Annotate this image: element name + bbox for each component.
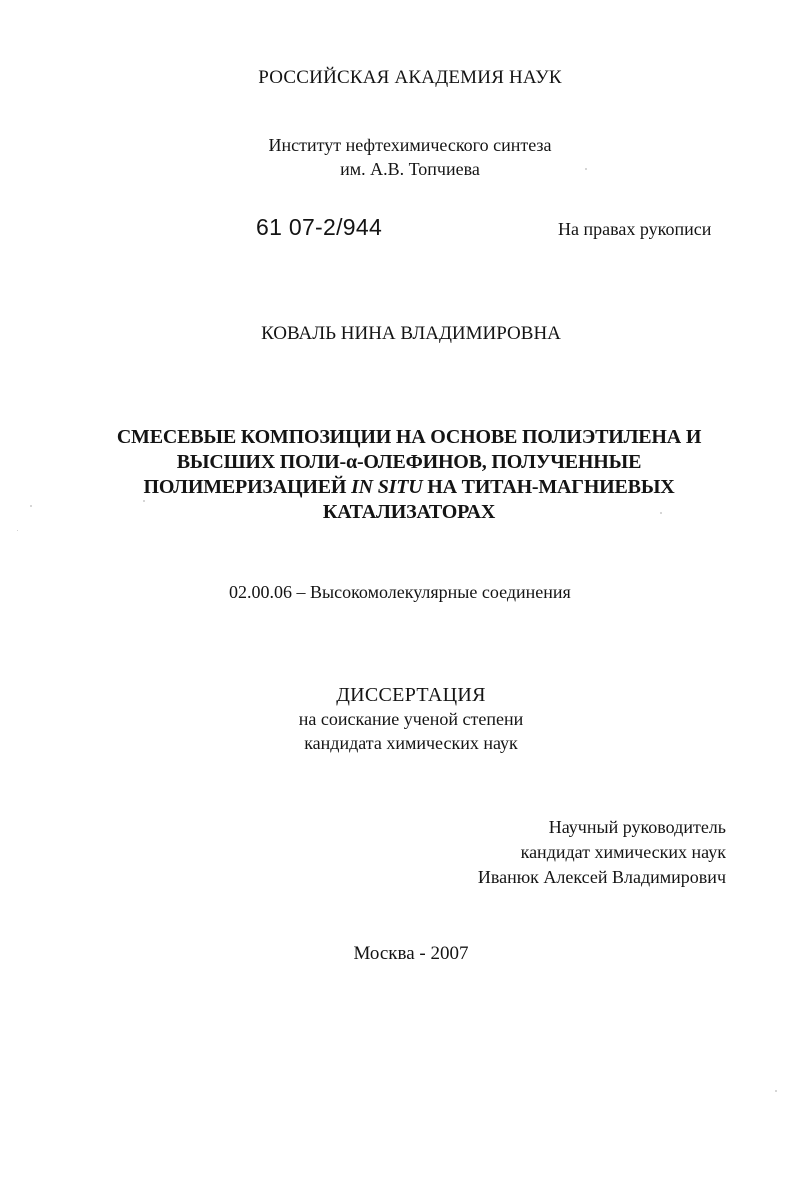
degree-purpose: на соискание ученой степени [298, 709, 524, 729]
institute-honorific: им. А.В. Топчиева [340, 159, 480, 179]
supervisor-role: Научный руководитель [548, 817, 726, 837]
academy-name: РОССИЙСКАЯ АКАДЕМИЯ НАУК [258, 67, 562, 88]
registration-code: 61 07-2/944 [256, 214, 383, 240]
title-line-3-prefix: ПОЛИМЕРИЗАЦИЕЙ [143, 476, 347, 498]
dissertation-block [0, 683, 793, 755]
city-year: Москва - 2007 [353, 943, 469, 964]
title-line-4: КАТАЛИЗАТОРАХ [322, 501, 496, 523]
dissertation-heading: ДИССЕРТАЦИЯ [336, 684, 486, 706]
supervisor-degree: кандидат химических наук [520, 842, 726, 862]
degree-name: кандидата химических наук [304, 733, 518, 753]
supervisor-block [478, 815, 726, 890]
title-line-2: ВЫСШИХ ПОЛИ-α-ОЛЕФИНОВ, ПОЛУЧЕННЫЕ [176, 451, 642, 473]
author-name: КОВАЛЬ НИНА ВЛАДИМИРОВНА [261, 323, 561, 344]
scan-speck [585, 168, 587, 170]
scan-speck [660, 512, 662, 514]
title-line-3-suffix: НА ТИТАН-МАГНИЕВЫХ [427, 476, 675, 498]
scan-speck [143, 500, 145, 502]
title-line-3 [0, 475, 793, 500]
institute-name: Институт нефтехимического синтеза [268, 135, 552, 155]
scan-speck [30, 505, 32, 507]
dissertation-title [0, 425, 793, 525]
title-in-situ: IN SITU [351, 476, 423, 498]
manuscript-rights: На правах рукописи [558, 219, 712, 239]
scan-speck [775, 1090, 777, 1092]
supervisor-name: Иванюк Алексей Владимирович [477, 867, 726, 887]
scan-speck [17, 530, 18, 531]
institute-block [0, 133, 793, 181]
title-line-1: СМЕСЕВЫЕ КОМПОЗИЦИИ НА ОСНОВЕ ПОЛИЭТИЛЕНА И [116, 426, 702, 448]
specialty-code: 02.00.06 – Высокомолекулярные соединения [229, 582, 571, 602]
